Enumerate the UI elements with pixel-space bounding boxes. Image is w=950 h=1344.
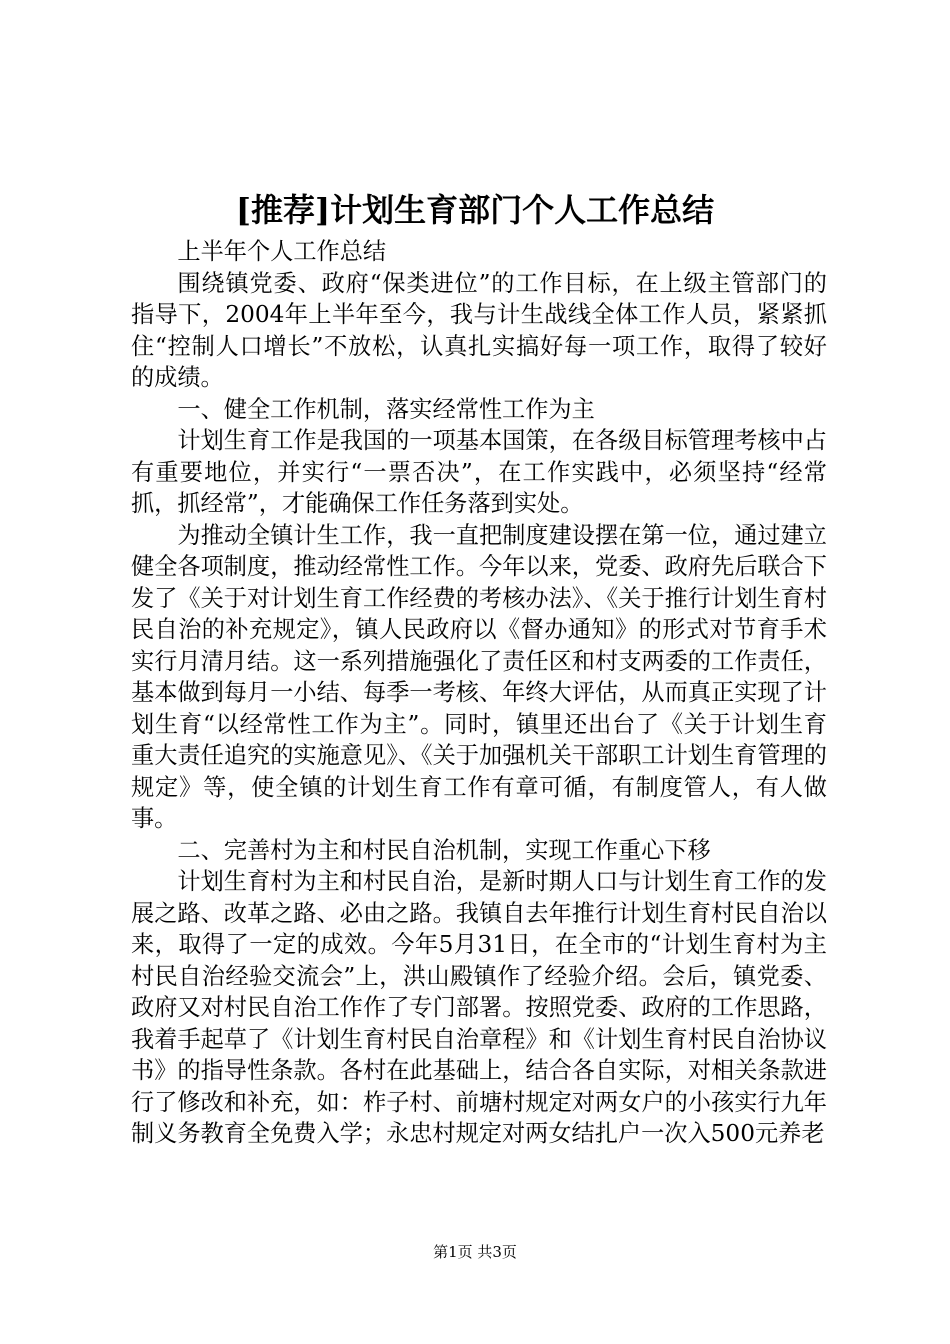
paragraph-intro: 围绕镇党委、政府“保类进位”的工作目标，在上级主管部门的指导下，2004年上半年至今，我与计生战线全体工作人员，紧紧抓住“控制人口增长”不放松，认真扎实搞好每一项工作，取得了较好的成绩。: [131, 269, 827, 391]
section-heading-2: 二、完善村为主和村民自治机制，实现工作重心下移: [177, 836, 711, 864]
section-heading-1: 一、健全工作机制，落实经常性工作为主: [177, 395, 595, 423]
paragraph-subtitle: 上半年个人工作总结: [177, 238, 387, 265]
paragraph-section-1a: 计划生育工作是我国的一项基本国策，在各级目标管理考核中占有重要地位，并实行“一票否决”，在工作实践中，必须坚持“经常抓，抓经常”，才能确保工作任务落到实处。: [131, 427, 827, 517]
page-number-footer: 第1页 共3页: [433, 1243, 517, 1261]
document-title: [推荐]计划生育部门个人工作总结: [235, 191, 715, 229]
document-body: [131, 236, 827, 1150]
paragraph-section-2a: 计划生育村为主和村民自治，是新时期人口与计划生育工作的发展之路、改革之路、必由之路。我镇自去年推行计划生育村民自治以来，取得了一定的成效。今年5月31日，在全市的“计划生育村为主村民自治经验交流会”上，洪山殿镇作了经验介绍。会后，镇党委、政府又对村民自治工作作了专门部署。按照党委、政府的工作思路，我着手起草了《计划生育村民自治章程》和《计划生育村民自治协议书》的指导性条款。各村在此基础上，结合各自实际，对相关条款进行了修改和补充，如：柞子村、前塘村规定对两女户的小孩实行九年制义务教育全免费入学；永忠村规定对两女结扎户一次入500元养老: [131, 868, 827, 1147]
paragraph-section-1b: 为推动全镇计生工作，我一直把制度建设摆在第一位，通过建立健全各项制度，推动经常性工作。今年以来，党委、政府先后联合下发了《关于对计划生育工作经费的考核办法》、《关于推行计划生育村民自治的补充规定》，镇人民政府以《督办通知》的形式对节育手术实行月清月结。这一系列措施强化了责任区和村支两委的工作责任，基本做到每月一小结、每季一考核、年终大评估，从而真正实现了计划生育“以经常性工作为主”。同时，镇里还出台了《关于计划生育重大责任追究的实施意见》、《关于加强机关干部职工计划生育管理的规定》等，使全镇的计划生育工作有章可循，有制度管人，有人做事。: [131, 521, 827, 832]
